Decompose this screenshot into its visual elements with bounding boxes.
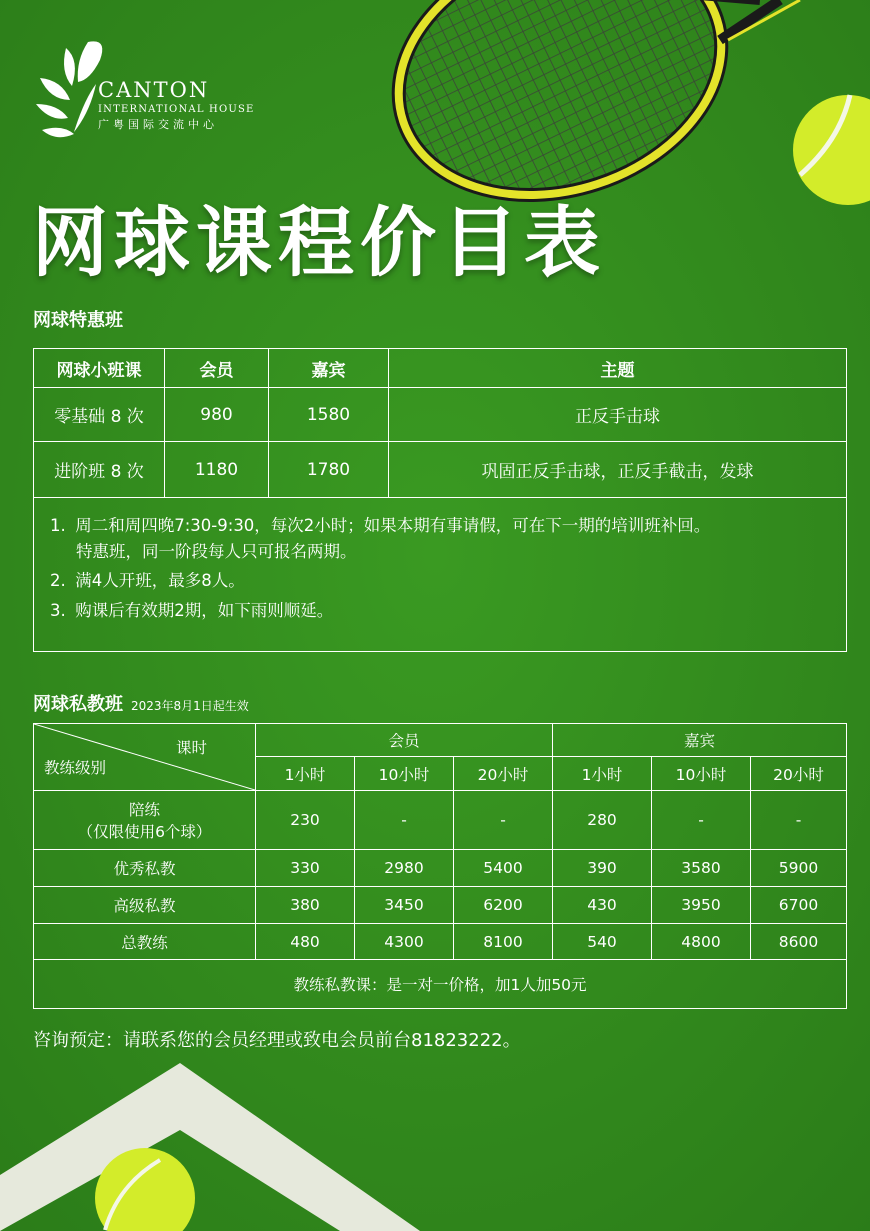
column-header: 10小时 bbox=[652, 757, 751, 791]
level-cell: 优秀私教 bbox=[34, 850, 256, 887]
contact-info: 咨询预定：请联系您的会员经理或致电会员前台81823222。 bbox=[33, 1030, 521, 1051]
column-header: 20小时 bbox=[454, 757, 553, 791]
table-header-row bbox=[34, 349, 847, 388]
note-item bbox=[50, 513, 846, 564]
table-footer-row bbox=[34, 960, 847, 1009]
corner-label-top: 课时 bbox=[175, 739, 207, 757]
price-cell: 430 bbox=[553, 887, 652, 924]
table-cell: 进阶班 8 次 bbox=[34, 442, 165, 498]
note-number: 2. bbox=[50, 571, 66, 590]
section2-title: 网球私教班 bbox=[33, 694, 123, 715]
price-cell: 6700 bbox=[751, 887, 847, 924]
note-item bbox=[50, 598, 846, 624]
note-number: 1. bbox=[50, 516, 66, 535]
level-cell bbox=[34, 791, 256, 850]
price-cell: 230 bbox=[256, 791, 355, 850]
price-cell: 5900 bbox=[751, 850, 847, 887]
level-cell: 总教练 bbox=[34, 924, 256, 960]
table-header-row bbox=[34, 724, 847, 757]
table-cell: 980 bbox=[165, 388, 269, 442]
price-cell: - bbox=[454, 791, 553, 850]
column-header: 1小时 bbox=[553, 757, 652, 791]
logo-subtitle: INTERNATIONAL HOUSE bbox=[98, 104, 255, 115]
table-row bbox=[34, 442, 847, 498]
class-notes bbox=[33, 497, 847, 652]
group-header: 嘉宾 bbox=[553, 724, 847, 757]
price-cell: - bbox=[355, 791, 454, 850]
column-header: 网球小班课 bbox=[34, 349, 165, 388]
price-cell: 5400 bbox=[454, 850, 553, 887]
corner-label-bottom: 教练级别 bbox=[44, 759, 107, 777]
price-cell: - bbox=[652, 791, 751, 850]
table-row bbox=[34, 924, 847, 960]
table-row bbox=[34, 887, 847, 924]
table-cell: 正反手击球 bbox=[389, 388, 847, 442]
price-cell: 2980 bbox=[355, 850, 454, 887]
column-header: 嘉宾 bbox=[269, 349, 389, 388]
note-text: 满4人开班，最多8人。 bbox=[75, 571, 245, 590]
logo-name: CANTON bbox=[98, 78, 210, 102]
price-cell: 380 bbox=[256, 887, 355, 924]
table-footer-note: 教练私教课：是一对一价格，加1人加50元 bbox=[34, 960, 847, 1009]
effective-date-note: 2023年8月1日起生效 bbox=[131, 699, 249, 713]
column-header: 10小时 bbox=[355, 757, 454, 791]
note-item bbox=[50, 568, 846, 594]
price-cell: 390 bbox=[553, 850, 652, 887]
table-cell: 1580 bbox=[269, 388, 389, 442]
group-header: 会员 bbox=[256, 724, 553, 757]
price-cell: 480 bbox=[256, 924, 355, 960]
note-text-continued: 特惠班，同一阶段每人只可报名两期。 bbox=[76, 541, 357, 561]
discount-class-table bbox=[33, 348, 847, 498]
price-cell: 330 bbox=[256, 850, 355, 887]
logo bbox=[98, 80, 255, 130]
column-header: 主题 bbox=[389, 349, 847, 388]
level-cell: 高级私教 bbox=[34, 887, 256, 924]
logo-chinese: 广粤国际交流中心 bbox=[98, 118, 218, 131]
section2-heading bbox=[33, 690, 249, 716]
column-header: 20小时 bbox=[751, 757, 847, 791]
price-cell: - bbox=[751, 791, 847, 850]
column-header: 1小时 bbox=[256, 757, 355, 791]
price-cell: 280 bbox=[553, 791, 652, 850]
price-cell: 8600 bbox=[751, 924, 847, 960]
page-title: 网球课程价目表 bbox=[32, 198, 606, 287]
table-row bbox=[34, 791, 847, 850]
price-cell: 6200 bbox=[454, 887, 553, 924]
price-cell: 3450 bbox=[355, 887, 454, 924]
note-text: 购课后有效期2期，如下雨则顺延。 bbox=[75, 600, 334, 620]
note-number: 3. bbox=[50, 600, 66, 620]
section1-heading: 网球特惠班 bbox=[33, 310, 123, 331]
table-cell: 零基础 8 次 bbox=[34, 388, 165, 442]
note-text: 周二和周四晚7:30-9:30，每次2小时；如果本期有事请假，可在下一期的培训班补回。 bbox=[75, 516, 711, 535]
column-header: 会员 bbox=[165, 349, 269, 388]
price-cell: 540 bbox=[553, 924, 652, 960]
price-cell: 4300 bbox=[355, 924, 454, 960]
price-cell: 3580 bbox=[652, 850, 751, 887]
table-row bbox=[34, 850, 847, 887]
price-cell: 8100 bbox=[454, 924, 553, 960]
corner-header bbox=[34, 724, 256, 791]
level-note: （仅限使用6个球） bbox=[77, 823, 212, 841]
private-coaching-table bbox=[33, 723, 847, 1009]
table-cell: 1780 bbox=[269, 442, 389, 498]
price-cell: 3950 bbox=[652, 887, 751, 924]
level-name: 陪练 bbox=[128, 801, 160, 819]
table-cell: 1180 bbox=[165, 442, 269, 498]
table-cell: 巩固正反手击球，正反手截击，发球 bbox=[389, 442, 847, 498]
price-cell: 4800 bbox=[652, 924, 751, 960]
table-row bbox=[34, 388, 847, 442]
